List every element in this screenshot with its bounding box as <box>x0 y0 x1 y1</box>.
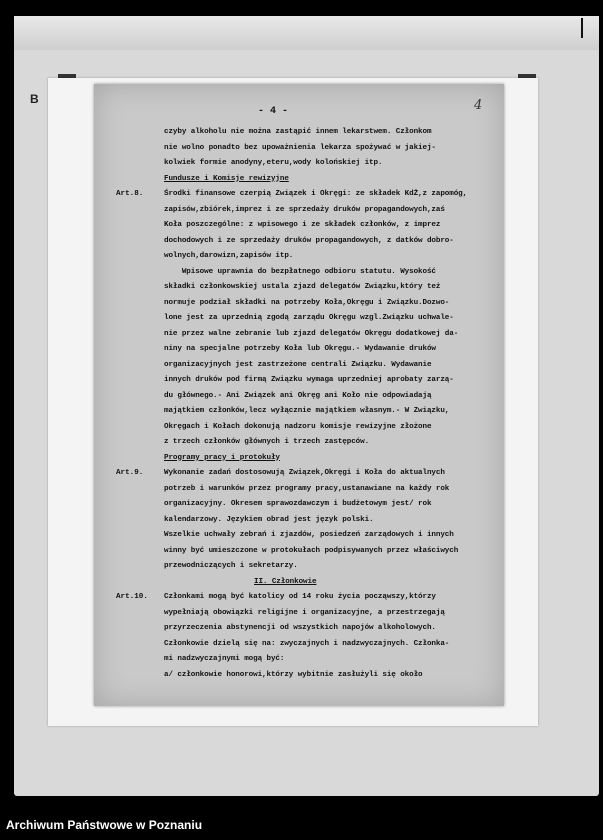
text-line: kalendarzowy. Językiem obrad jest język polski. <box>164 515 374 524</box>
handwritten-page-number: 4 <box>474 98 483 113</box>
corner-mark <box>581 18 583 38</box>
text-line: wypełniają obowiązki religijne i organizacyjne, a przestrzegają <box>164 608 445 617</box>
text-line: Wpisowe uprawnia do bezpłatnego odbioru statutu. Wysokość <box>164 267 436 276</box>
article-label: Art.8. <box>116 190 144 198</box>
text-line: normuje podział składki na potrzeby Koła,Okręgu i Związku.Dozwo- <box>164 298 450 307</box>
text-line: nie przez walne zebranie lub zjazd delegatów Okręgu dodatkowej da- <box>164 329 459 338</box>
archive-footer: Archiwum Państwowe w Poznaniu <box>6 818 203 832</box>
text-line: Wykonanie zadań dostosowują Związek,Okręgi i Koła do aktualnych <box>164 469 445 477</box>
text-line: Członkami mogą być katolicy od 14 roku życia począwszy,którzy <box>164 593 436 601</box>
text-line: niny na specjalne potrzeby Koła lub Okręgu.- Wydawanie druków <box>164 345 436 353</box>
section-heading: II. Członkowie <box>254 577 317 586</box>
text-line: czyby alkoholu nie można zastąpić innem lekarstwem. Członkom <box>164 128 432 136</box>
text-line: Wszelkie uchwały zebrań i zjazdów, posiedzeń zarządowych i innych <box>164 531 454 539</box>
text-line: kolwiek formie anodyny,eteru,wody kolońskiej itp. <box>164 159 383 167</box>
text-line: winny być umieszczone w protokułach podpisywanych przez właściwych <box>164 546 459 555</box>
text-line: lone jest za uprzednią zgodą zarządu Okręgu wzgl.Związku uchwale- <box>164 314 454 322</box>
document-page <box>94 84 504 706</box>
text-line: zapisów,zbiórek,imprez i ze sprzedaży druków propagandowych,zaś <box>164 205 445 214</box>
text-line: Środki finansowe czerpią Związek i Okręgi: ze składek KdŻ,z zapomóg, <box>164 190 468 198</box>
article-label: Art.9. <box>116 469 144 477</box>
section-heading: Programy pracy i protokuły <box>164 453 280 462</box>
text-line: innych druków pod firmą Związku wymaga uprzedniej aprobaty zarzą- <box>164 376 454 384</box>
article-label: Art.10. <box>116 593 148 601</box>
page-number: - 4 - <box>258 106 289 117</box>
text-line: wolnych,darowizn,zapisów itp. <box>164 252 294 260</box>
text-line: nie wolno ponadto bez upoważnienia lekarza spożywać w jakiej- <box>164 143 436 152</box>
text-line: przyrzeczenia abstynencji od wszystkich napojów alkoholowych. <box>164 624 436 632</box>
text-line: majątkiem członków,lecz wyłącznie majątkiem własnym.- W Związku, <box>164 407 450 415</box>
section-heading: Fundusze i Komisje rewizyjne <box>164 174 289 183</box>
text-line: dochodowych i ze sprzedaży druków propagandowych, z datków dobro- <box>164 236 454 245</box>
text-line: Okręgach i Kołach dokonują nadzoru komisje rewizyjne złożone <box>164 422 432 431</box>
text-line: składki członkowskiej ustala zjazd delegatów Związku,który też <box>164 283 441 291</box>
text-line: organizacyjnych jest zastrzeżone centrali Związku. Wydawanie <box>164 360 432 369</box>
text-line: z trzech członków głównych i trzech zastępców. <box>164 438 370 446</box>
text-line: du głównego.- Ani Związek ani Okręg ani Koło nie odpowiadają <box>164 391 432 400</box>
text-line: potrzeb i warunków przez programy pracy,ustanawiane na każdy rok <box>164 484 450 493</box>
text-line: Koła poszczególne: z wpisowego i ze składek członków, z imprez <box>164 221 441 229</box>
text-line: Członkowie dzielą się na: zwyczajnych i nadzwyczajnych. Członka- <box>164 639 450 648</box>
text-line: przewodniczących i sekretarzy. <box>164 562 298 570</box>
text-line: a/ członkowie honorowi,którzy wybitnie zasłużyli się około <box>164 670 423 679</box>
side-letter: B <box>30 92 39 106</box>
scan-top-edge <box>14 16 599 50</box>
text-line: organizacyjny. Okresem sprawozdawczym i budżetowym jest/ rok <box>164 500 432 508</box>
text-line: mi nadzwyczajnymi mogą być: <box>164 655 285 663</box>
